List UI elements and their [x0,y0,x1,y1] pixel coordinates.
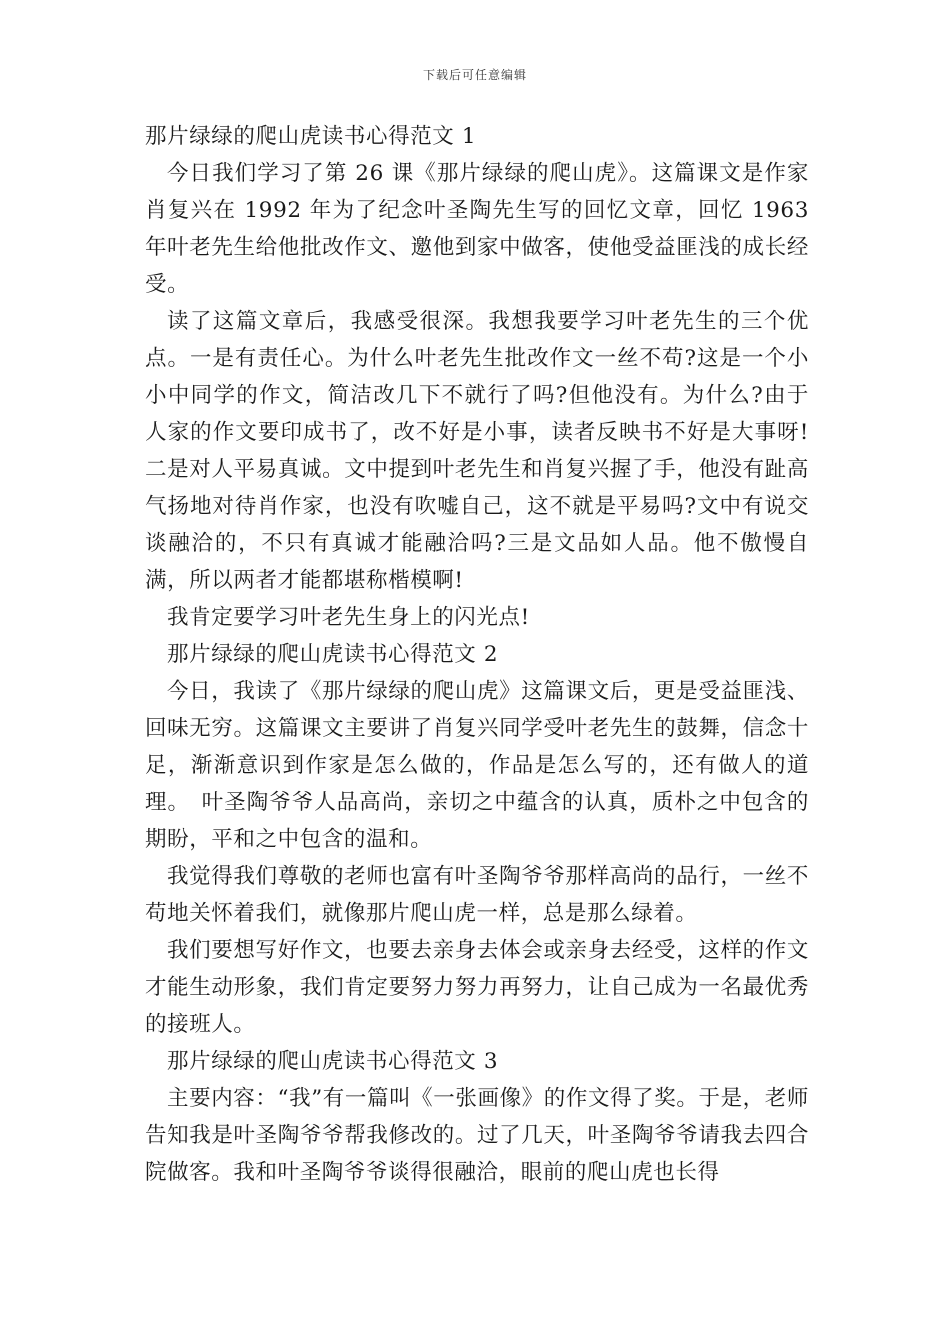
section-title-2: 那片绿绿的爬山虎读书心得范文 2 [167,642,499,667]
paragraph: 我们要想写好作文，也要去亲身去体会或亲身去经受，这样的作文才能生动形象，我们肯定要努力努力再努力，让自己成为一名最优秀的接班人。 [145,938,809,1037]
paragraph: 我肯定要学习叶老先生身上的闪光点! [167,605,530,630]
section-title-1: 那片绿绿的爬山虎读书心得范文 1 [145,124,477,149]
paragraph: 主要内容：“我”有一篇叫《一张画像》的作文得了奖。于是，老师告知我是叶圣陶爷爷帮我修改的。过了几天，叶圣陶爷爷请我去四合院做客。我和叶圣陶爷爷谈得很融洽，眼前的爬山虎也长得 [145,1086,809,1185]
paragraph: 今日我们学习了第 26 课《那片绿绿的爬山虎》。这篇课文是作家肖复兴在 1992 年为了纪念叶圣陶先生写的回忆文章，回忆 1963 年叶老先生给他批改作文、邀他到家中做客，使他受益匪浅的成长经受。 [145,161,809,297]
paragraph: 我觉得我们尊敬的老师也富有叶圣陶爷爷那样高尚的品行，一丝不苟地关怀着我们，就像那片爬山虎一样，总是那么绿着。 [145,864,809,926]
header-note: 下载后可任意编辑 [422,68,527,82]
paragraph: 读了这篇文章后，我感受很深。我想我要学习叶老先生的三个优点。一是有责任心。为什么叶老先生批改作文一丝不苟?这是一个小小中同学的作文，简洁改几下不就行了吗?但他没有。为什么?由于人家的作文要印成书了，改不好是小事，读者反映书不好是大事呀!二是对人平易真诚。文中提到叶老先生和肖复兴握了手，他没有趾高气扬地对待肖作家，也没有吹嘘自己，这不就是平易吗?文中有说交谈融洽的，不只有真诚才能融洽吗?三是文品如人品。他不傲慢自满，所以两者才能都堪称楷模啊! [145,309,809,593]
document-body [145,118,809,1191]
section-title-3: 那片绿绿的爬山虎读书心得范文 3 [167,1049,499,1074]
paragraph: 今日，我读了《那片绿绿的爬山虎》这篇课文后，更是受益匪浅、回味无穷。这篇课文主要讲了肖复兴同学受叶老先生的鼓舞，信念十足，渐渐意识到作家是怎么做的，作品是怎么写的，还有做人的道理。 叶圣陶爷爷人品高尚，亲切之中蕴含的认真，质朴之中包含的期盼，平和之中包含的温和。 [145,679,809,852]
